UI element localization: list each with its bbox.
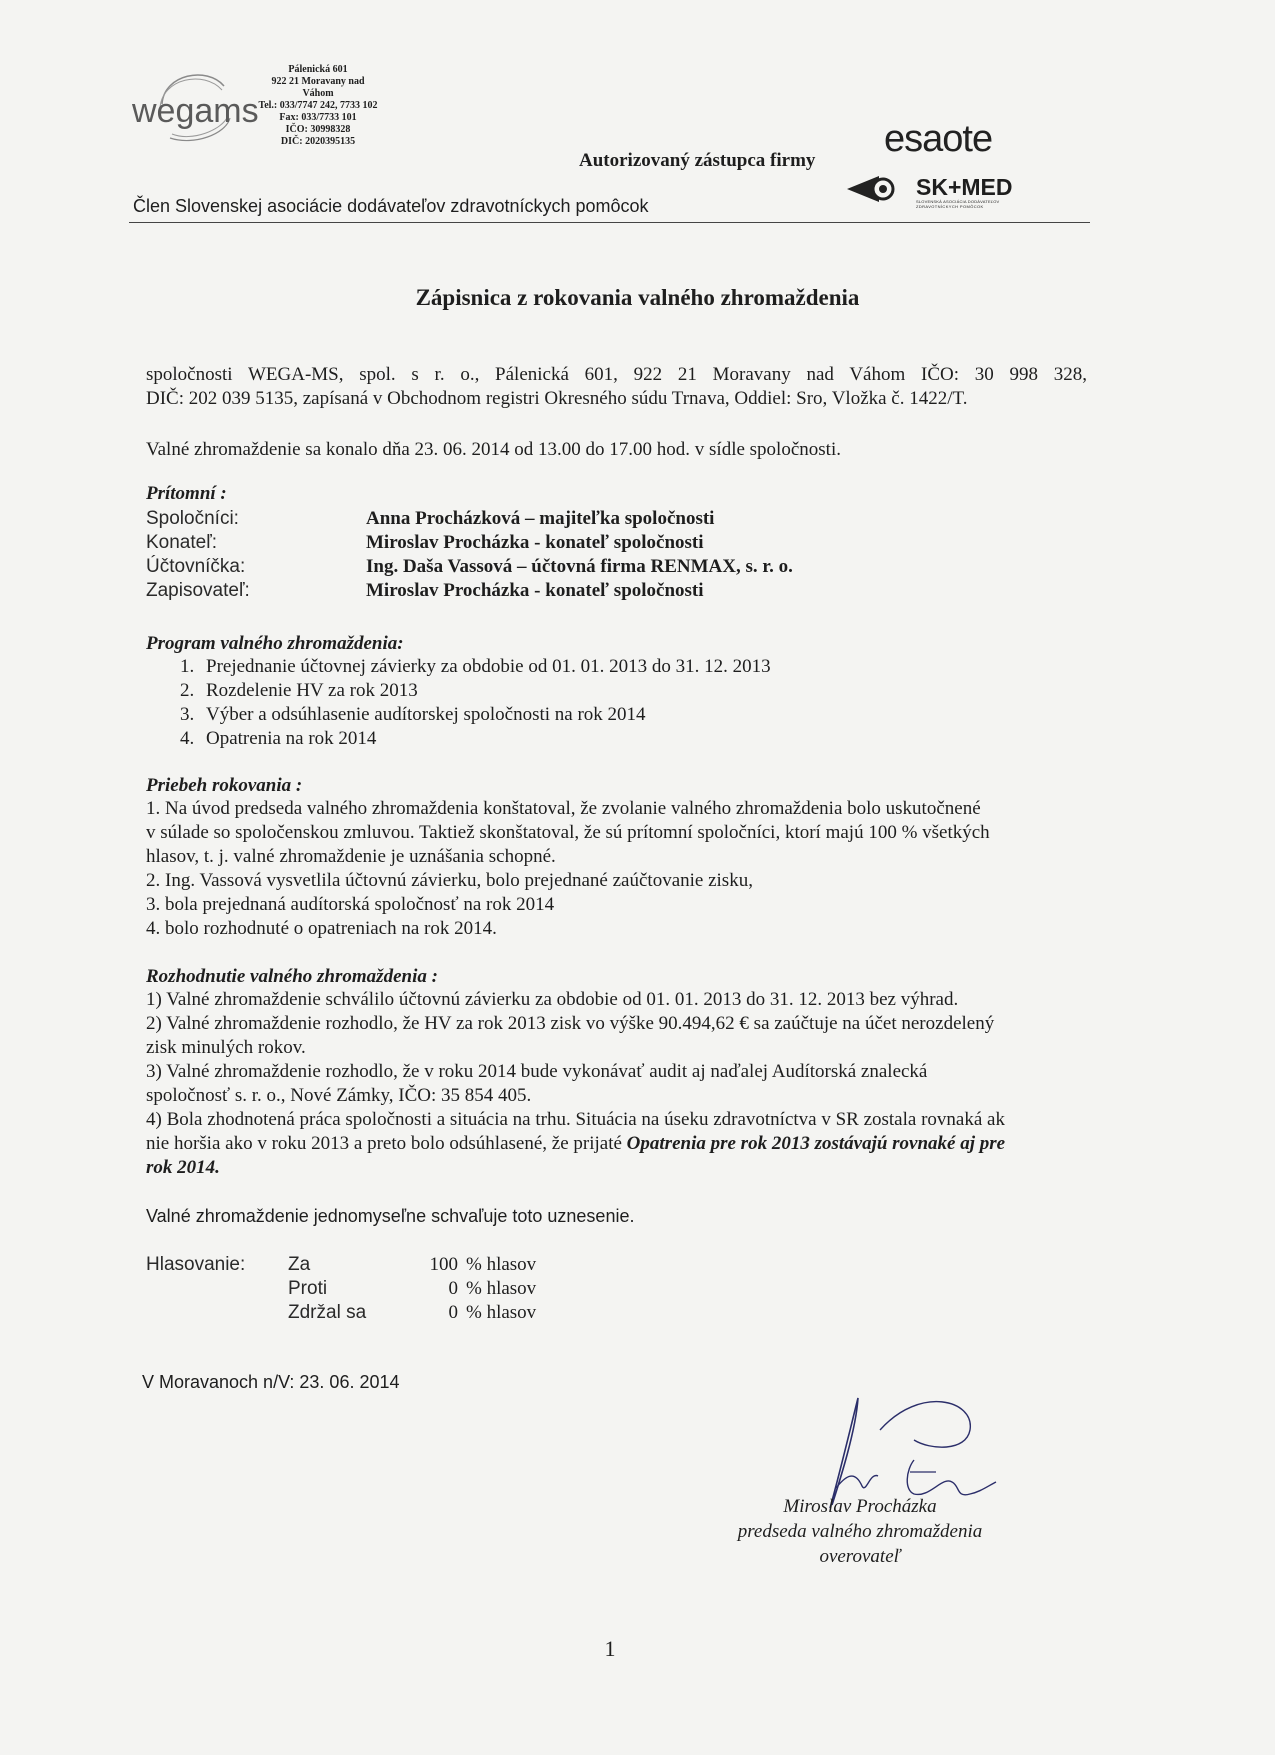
skmed-subtitle: ZDRAVOTNÍCKYCH POMÔCOK: [916, 204, 984, 209]
skmed-logo-text: SK+MED: [916, 174, 1013, 200]
esaote-logo-text: esaote: [884, 118, 993, 160]
present-label: Účtovníčka:: [146, 556, 246, 577]
esaote-logo: [884, 118, 992, 161]
present-list: [146, 508, 793, 604]
present-label: Konateľ:: [146, 532, 218, 553]
program-list: [180, 655, 771, 751]
voting-row: [288, 1254, 578, 1278]
voting-row: [288, 1278, 578, 1302]
approval-statement: Valné zhromaždenie jednomyseľne schvaľuje toto uznesenie.: [146, 1206, 635, 1226]
program-item: 4. Opatrenia na rok 2014: [180, 728, 377, 749]
present-row: [146, 532, 704, 556]
decision-emphasis: Opatrenia pre rok 2013 zostávajú rovnaké aj pre: [626, 1133, 1006, 1154]
present-heading: Prítomní :: [146, 483, 227, 504]
voting-option: Proti: [288, 1278, 328, 1299]
page-number: 1: [604, 1636, 616, 1661]
signatory-verifier: overovateľ: [819, 1546, 901, 1567]
voting-unit: % hlasov: [466, 1278, 537, 1299]
program-item: 3. Výber a odsúhlasenie audítorskej spoločnosti na rok 2014: [180, 704, 646, 725]
course-line: 3. bola prejednaná audítorská spoločnosť na rok 2014: [146, 894, 555, 915]
decision-line: 1) Valné zhromaždenie schválilo účtovnú závierku za obdobie od 01. 01. 2013 do 31. 12. 2013 bez výhrad.: [146, 989, 959, 1010]
voting-count: 0: [448, 1302, 458, 1323]
voting-label: Hlasovanie:: [146, 1254, 246, 1275]
present-value: Miroslav Procházka - konateľ spoločnosti: [366, 532, 704, 553]
course-line: 1. Na úvod predseda valného zhromaždenia konštatoval, že zvolanie valného zhromaždenia bolo uskutočnené: [146, 798, 981, 819]
skmed-subtitle: SLOVENSKÁ ASOCIÁCIA DODÁVATEĽOV: [916, 199, 1000, 204]
course-line: 2. Ing. Vassová vysvetlila účtovnú závierku, bolo prejednané zaúčtovanie zisku,: [146, 870, 753, 891]
decision-line: 4) Bola zhodnotená práca spoločnosti a situácia na trhu. Situácia na úseku zdravotníctva v SR zostala rovnaká ak: [146, 1109, 1005, 1130]
authorized-representative: Autorizovaný zástupca firmy: [579, 150, 816, 171]
address-line: Tel.: 033/7747 242, 7733 102: [258, 100, 378, 111]
membership-line: Člen Slovenskej asociácie dodávateľov zdravotníckych pomôcok: [133, 196, 649, 216]
present-row: [146, 508, 715, 532]
voting-option: Za: [288, 1254, 311, 1275]
decision-line: spoločnosť s. r. o., Nové Zámky, IČO: 35 854 405.: [146, 1085, 532, 1106]
intro-line: spoločnosti WEGA-MS, spol. s r. o., Pálenická 601, 922 21 Moravany nad Váhom IČO: 30 998 328,: [146, 364, 1087, 385]
course-heading: Priebeh rokovania :: [146, 775, 303, 796]
skmed-logo-icon: [845, 172, 915, 206]
address-line: IČO: 30998328: [285, 124, 351, 135]
course-line: 4. bolo rozhodnuté o opatreniach na rok 2014.: [146, 918, 497, 939]
present-label: Spoločníci:: [146, 508, 239, 529]
address-line: DIČ: 2020395135: [280, 136, 356, 147]
decision-line: 3) Valné zhromaždenie rozhodlo, že v roku 2014 bude vykonávať audit aj naďalej Audítorská znalecká: [146, 1061, 928, 1082]
decision-heading: Rozhodnutie valného zhromaždenia :: [146, 966, 438, 987]
address-line: Fax: 033/7733 101: [279, 112, 357, 123]
header-divider: [129, 222, 1090, 223]
program-item: 1. Prejednanie účtovnej závierky za obdobie od 01. 01. 2013 do 31. 12. 2013: [180, 656, 771, 677]
decision-emphasis: rok 2014.: [146, 1157, 220, 1178]
company-intro: [146, 363, 1087, 411]
decision-line: 2) Valné zhromaždenie rozhodlo, že HV za rok 2013 zisk vo výške 90.494,62 € sa zaúčtuje na účet nerozdelený: [146, 1013, 995, 1034]
decision-text: [146, 988, 1091, 1180]
program-heading: Program valného zhromaždenia:: [146, 633, 404, 654]
course-text: [146, 797, 1086, 941]
address-line: Pálenická 601: [288, 64, 348, 75]
course-line: hlasov, t. j. valné zhromaždenie je uznášania schopné.: [146, 846, 556, 867]
decision-line: nie horšia ako v roku 2013 a preto bolo odsúhlasené, že prijaté Opatrenia pre rok 2013 zostávajú rovnaké aj pre: [146, 1133, 1006, 1154]
present-value: Anna Procházková – majiteľka spoločnosti: [366, 508, 715, 529]
voting-unit: % hlasov: [466, 1254, 537, 1275]
place-date: V Moravanoch n/V: 23. 06. 2014: [142, 1372, 400, 1392]
course-line: v súlade so spoločenskou zmluvou. Taktiež skonštatoval, že sú prítomní spoločníci, ktorí majú 100 % všetkých: [146, 822, 990, 843]
voting-unit: % hlasov: [466, 1302, 537, 1323]
decision-line: zisk minulých rokov.: [146, 1037, 306, 1058]
present-label: Zapisovateľ:: [146, 580, 250, 601]
signatory-role: predseda valného zhromaždenia: [737, 1521, 983, 1542]
signatory-block: [640, 1494, 1080, 1569]
voting-table: [288, 1254, 578, 1326]
present-value: Ing. Daša Vassová – účtovná firma RENMAX, s. r. o.: [366, 556, 793, 577]
voting-row: [288, 1302, 578, 1326]
present-row: [146, 580, 704, 604]
voting-option: Zdržal sa: [288, 1302, 367, 1323]
program-item: 2. Rozdelenie HV za rok 2013: [180, 680, 418, 701]
page-title: Zápisnica z rokovania valného zhromaždenia: [415, 285, 860, 310]
voting-count: 100: [429, 1254, 458, 1275]
voting-count: 0: [448, 1278, 458, 1299]
signatory-name: Miroslav Procházka: [783, 1496, 937, 1517]
address-line: 922 21 Moravany nad Váhom: [271, 76, 365, 99]
svg-text:wegams: wegams: [132, 92, 259, 130]
present-row: [146, 556, 793, 580]
intro-line: DIČ: 202 039 5135, zapísaná v Obchodnom registri Okresného súdu Trnava, Oddiel: Sro, Vložka č. 1422/T.: [146, 388, 968, 409]
present-value: Miroslav Procházka - konateľ spoločnosti: [366, 580, 704, 601]
meeting-date: Valné zhromaždenie sa konalo dňa 23. 06. 2014 od 13.00 do 17.00 hod. v sídle spoločnosti.: [146, 439, 841, 460]
